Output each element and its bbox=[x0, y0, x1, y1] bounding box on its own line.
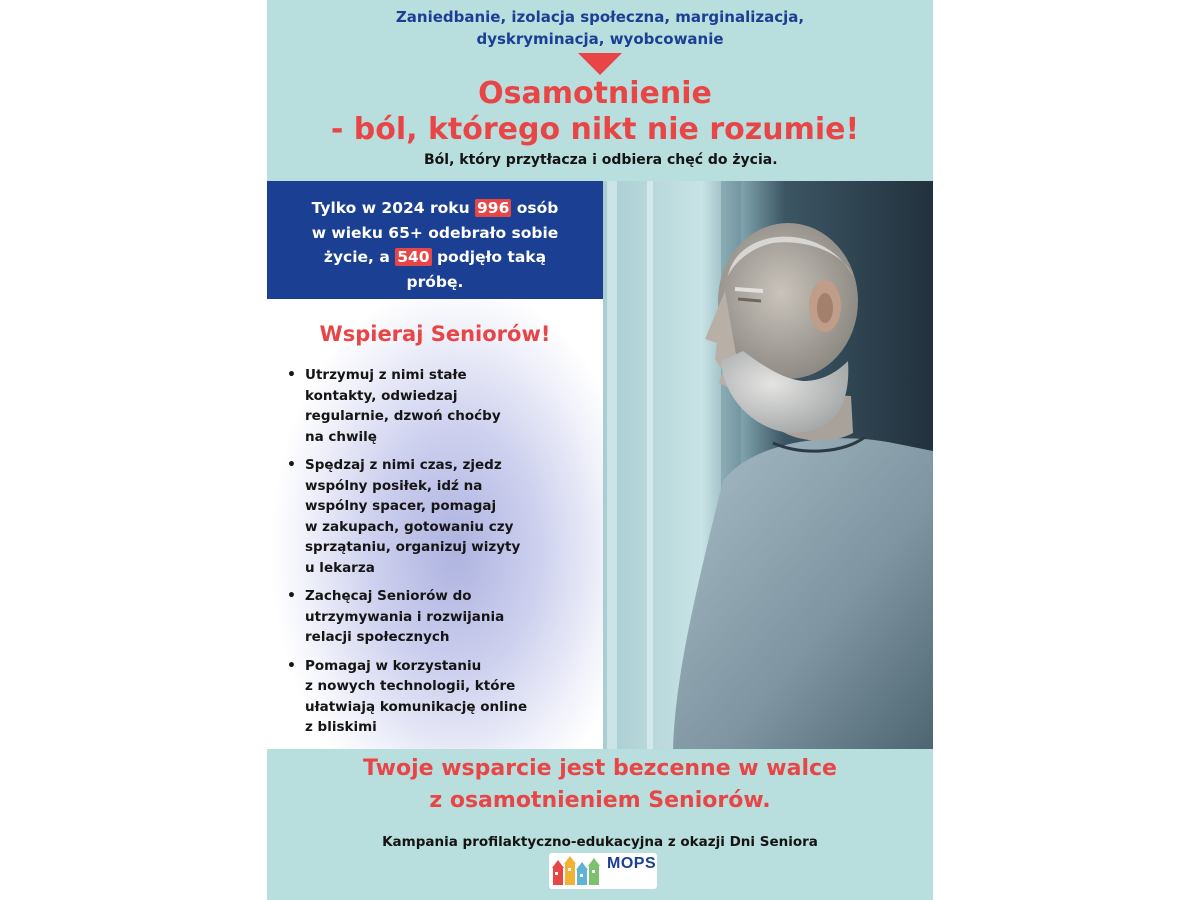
tip-text: Spędzaj z nimi czas, zjedz wspólny posiłek, idź na wspólny spacer, pomagaj w zakupach, gotowaniu czy sprzątaniu, organizuj wizyty u lekarza bbox=[305, 457, 521, 576]
bullet-icon: • bbox=[287, 657, 296, 674]
list-item bbox=[287, 586, 585, 648]
mops-logo bbox=[549, 853, 657, 889]
campaign-caption: Kampania profilaktyczno-edukacyjna z okazji Dni Seniora bbox=[382, 834, 818, 850]
tip-text: Utrzymuj z nimi stałe kontakty, odwiedzaj regularnie, dzwoń choćby na chwilę bbox=[305, 367, 501, 445]
list-item bbox=[287, 455, 585, 578]
headline-line-2: - ból, którego nikt nie rozumie! bbox=[330, 112, 860, 147]
statistics-box bbox=[267, 181, 603, 299]
list-item bbox=[287, 656, 585, 738]
intro-line-2: dyskryminacja, wyobcowanie bbox=[476, 30, 724, 48]
closing-line-1: Twoje wsparcie jest bezcenne w walce bbox=[363, 756, 837, 781]
stat-number-540: 540 bbox=[397, 248, 430, 266]
tips-list bbox=[287, 365, 585, 746]
subheadline: Ból, który przytłacza i odbiera chęć do życia. bbox=[424, 152, 778, 168]
stat-number-996: 996 bbox=[477, 199, 510, 217]
list-item bbox=[287, 365, 585, 447]
headline bbox=[267, 76, 933, 148]
senior-man-photo bbox=[603, 181, 933, 749]
tip-text: Pomagaj w korzystaniu z nowych technologii, które ułatwiają komunikację online z bliskimi bbox=[305, 657, 528, 735]
bullet-icon: • bbox=[287, 367, 296, 383]
closing-statement bbox=[267, 753, 933, 817]
stat-text-1: Tylko w 2024 roku bbox=[311, 199, 475, 217]
houses-logo-icon bbox=[551, 855, 607, 887]
bullet-icon: • bbox=[287, 457, 296, 473]
intro-line-1: Zaniedbanie, izolacja społeczna, marginalizacja, bbox=[395, 8, 805, 26]
stat-text-3: życie, a bbox=[323, 248, 396, 266]
closing-line-2: z osamotnieniem Seniorów. bbox=[429, 788, 771, 813]
bullet-icon: • bbox=[287, 588, 296, 604]
stat-line-1 bbox=[267, 196, 603, 221]
intro-text bbox=[267, 6, 933, 50]
stat-text-2: osób bbox=[511, 199, 559, 217]
stat-line-2: w wieku 65+ odebrało sobie bbox=[311, 223, 559, 242]
triangle-down-icon bbox=[578, 53, 622, 75]
headline-line-1: Osamotnienie bbox=[478, 76, 712, 111]
stat-text-4: podjęło taką bbox=[431, 248, 547, 266]
photo-illustration bbox=[603, 181, 933, 749]
logo-text: MOPS bbox=[607, 855, 657, 872]
support-panel bbox=[267, 299, 603, 749]
tip-text: Zachęcaj Seniorów do utrzymywania i rozwijania relacji społecznych bbox=[305, 588, 505, 645]
stat-line-3 bbox=[267, 245, 603, 270]
support-title: Wspieraj Seniorów! bbox=[319, 322, 551, 346]
stat-line-4: próbę. bbox=[406, 272, 464, 291]
poster bbox=[267, 0, 933, 900]
